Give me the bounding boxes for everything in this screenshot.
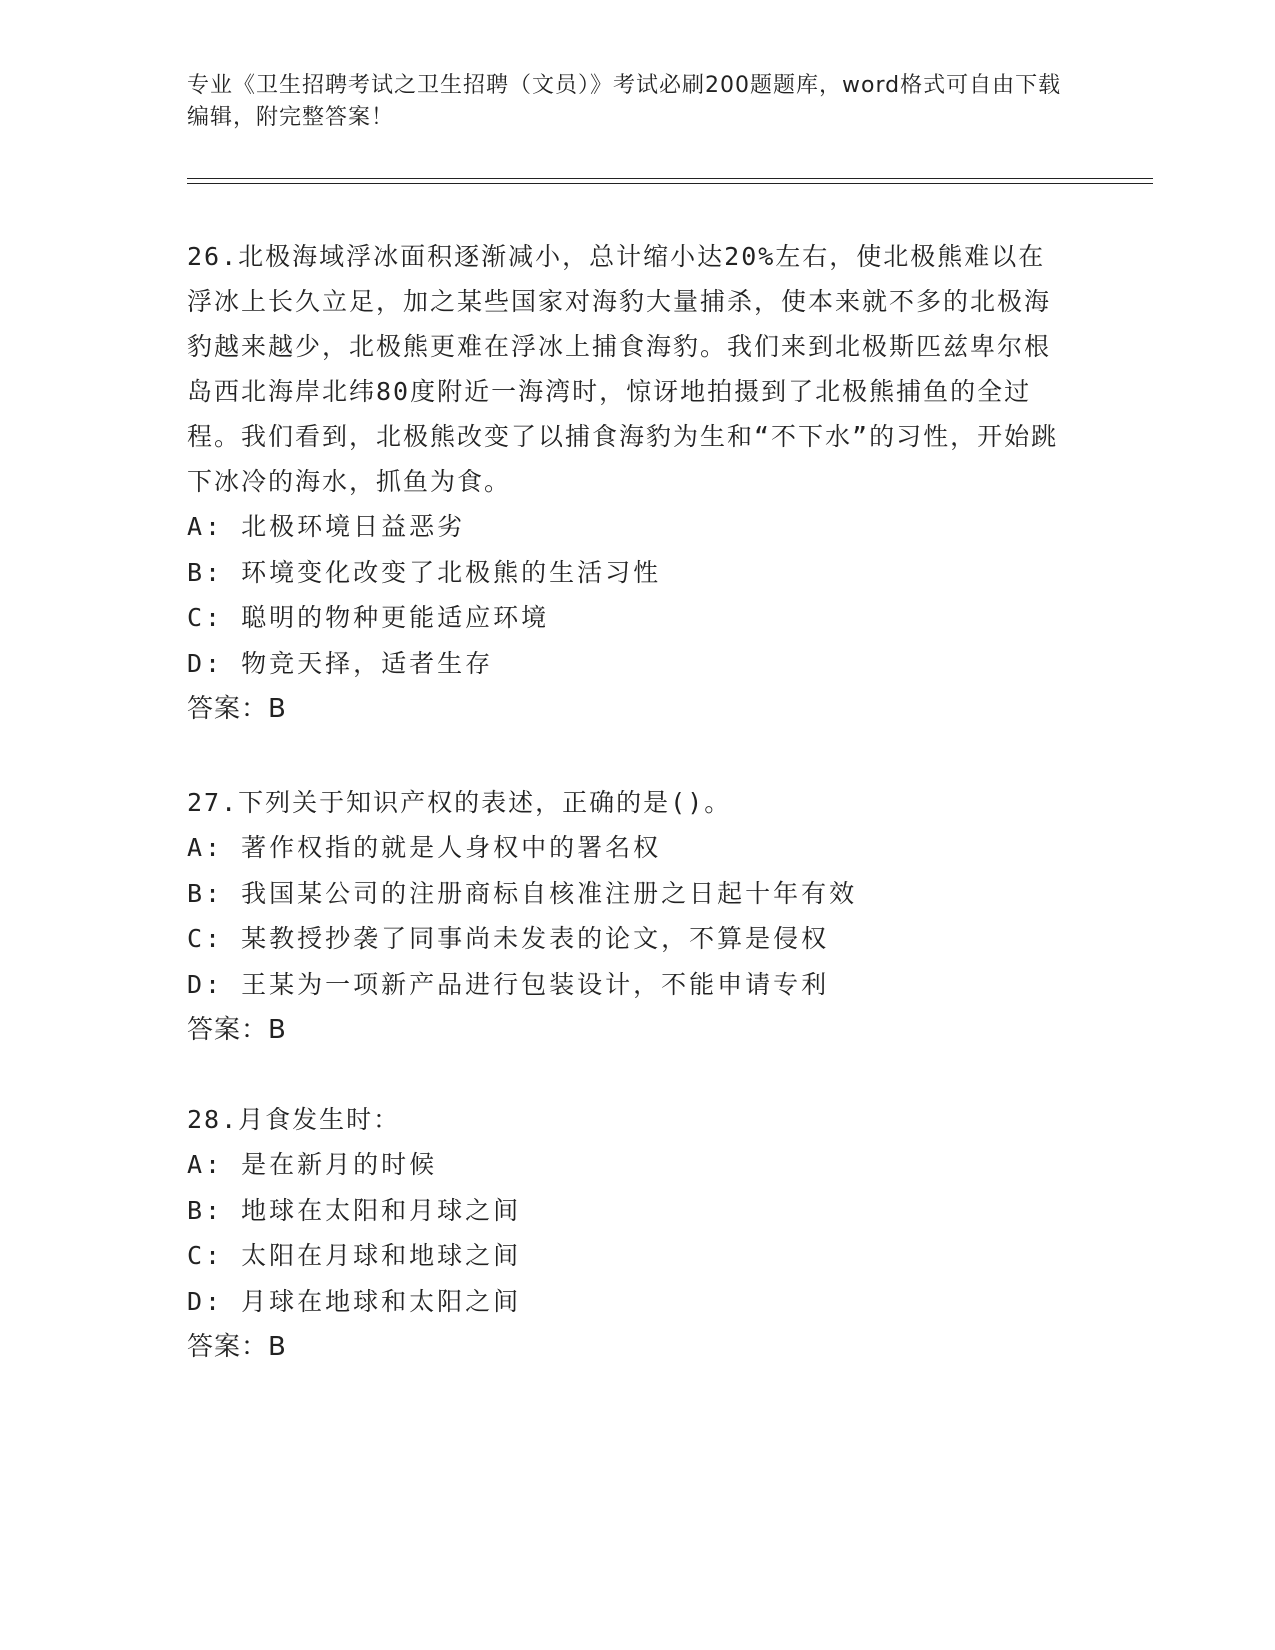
question-stem: 27.下列关于知识产权的表述，正确的是()。 <box>187 788 732 817</box>
option-c: C: 聪明的物种更能适应环境 <box>187 603 550 632</box>
option-b: B: 我国某公司的注册商标自核准注册之日起十年有效 <box>187 878 858 908</box>
option-c: C: 某教授抄袭了同事尚未发表的论文，不算是侵权 <box>187 924 830 953</box>
option-a: A: 著作权指的就是人身权中的署名权 <box>187 833 662 862</box>
option-d: D: 物竞天择，适者生存 <box>187 648 494 678</box>
question-26 <box>187 234 1067 732</box>
question-27 <box>187 780 1067 1053</box>
question-stem: 26.北极海域浮冰面积逐渐减小，总计缩小达20%左右，使北极熊难以在浮冰上长久立足，加之某些国家对海豹大量捕杀，使本来就不多的北极海豹越来越少，北极熊更难在浮冰上捕食海豹。我们来到北极斯匹兹卑尔根岛西北海岸北纬80度附近一海湾时，惊讶地拍摄到了北极熊捕鱼的全过程。我们看到，北极熊改变了以捕食海豹为生和“不下水”的习性，开始跳下冰冷的海水，抓鱼为食。 <box>187 242 1059 496</box>
option-d: D: 王某为一项新产品进行包装设计，不能申请专利 <box>187 969 830 999</box>
header-rule-bottom <box>187 183 1153 184</box>
answer: 答案：B <box>187 1332 287 1362</box>
answer: 答案：B <box>187 694 287 724</box>
question-stem: 28.月食发生时： <box>187 1105 401 1134</box>
option-b: B: 地球在太阳和月球之间 <box>187 1195 522 1225</box>
answer: 答案：B <box>187 1015 287 1045</box>
document-header: 专业《卫生招聘考试之卫生招聘（文员）》考试必刷200题题库，word格式可自由下载编辑，附完整答案！ <box>187 73 1062 130</box>
option-a: A: 北极环境日益恶劣 <box>187 512 466 541</box>
option-c: C: 太阳在月球和地球之间 <box>187 1241 522 1270</box>
option-d: D: 月球在地球和太阳之间 <box>187 1286 522 1316</box>
header-rule-top <box>187 178 1153 179</box>
question-28 <box>187 1097 1067 1370</box>
option-b: B: 环境变化改变了北极熊的生活习性 <box>187 557 662 587</box>
option-a: A: 是在新月的时候 <box>187 1150 438 1179</box>
